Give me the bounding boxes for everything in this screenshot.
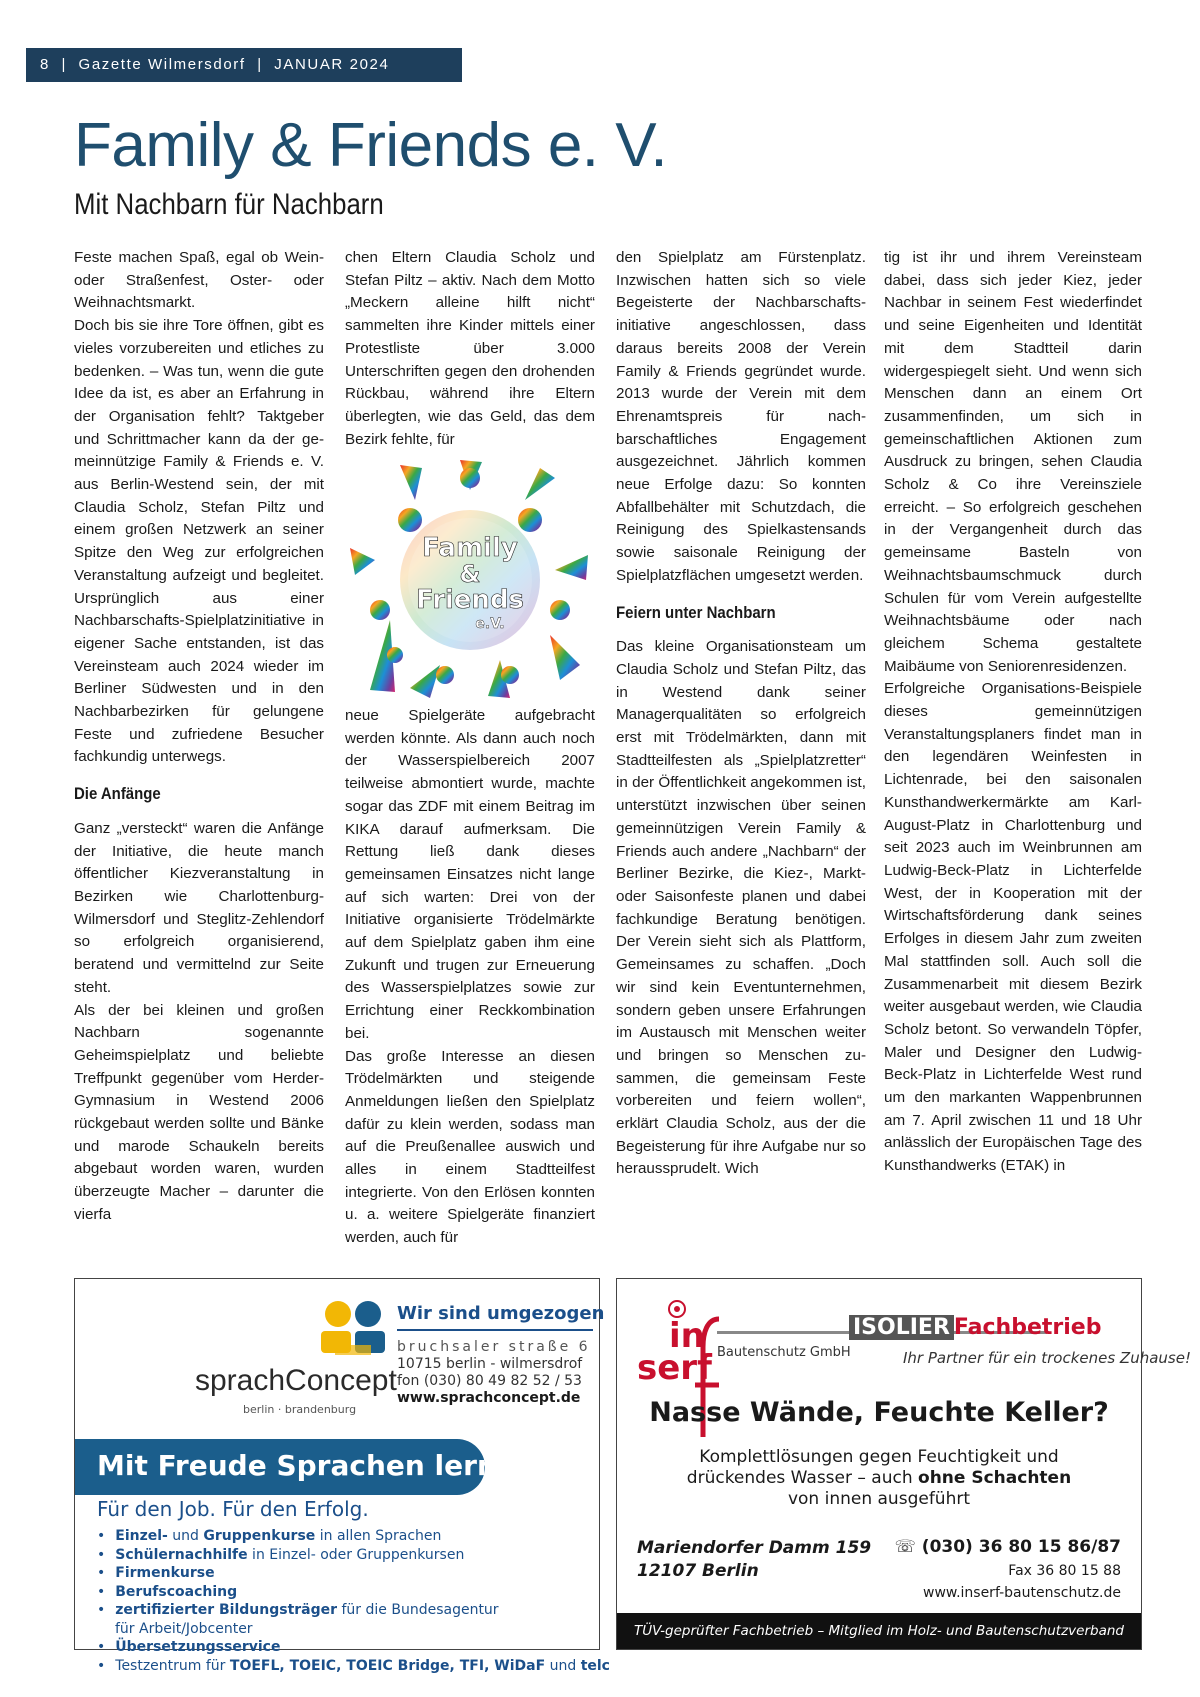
article-subtitle: Mit Nachbarn für Nachbarn [74,188,384,221]
paragraph: den Spielplatz am Fürstenplatz. Inzwischen hatten sich so viele Begeisterte der Nachbarschaftsinitiative angeschlossen, dass daraus bereits 2008 der Verein Family & Friends gegründet wurde. 2013 wurde der Verein mit dem Ehrenamtspreis für nachbarschaftliches Engagement ausgezeichnet. Jährlich kommen neue Erfolge dazu: So konnten Abfallbehälter mit Schutzdach, die Reinigung des Spielkastensands sowie saisonale Reinigung der Spielplatzflächen umgesetzt werden. [616,249,866,584]
inserf-fax: Fax 36 80 15 88 [1008,1563,1121,1579]
paragraph: Ganz „versteckt“ waren die Anfänge der Initiative, die heute manch öffentlicher Kiezveranstaltung in Bezirken wie Charlottenburg-Wilmersdorf und Steglitz-Zehlendorf so erfolgreich organisierend, beratend und vermittelnd zur Seite steht. [74,819,324,996]
inserf-advert[interactable] [616,1278,1191,1650]
list-item: • Übersetzungsservice [97,1638,610,1657]
logo-text: & [459,560,481,588]
website-link[interactable]: www.inserf-bautenschutz.de [923,1585,1121,1601]
logo-text: serf [637,1348,712,1388]
list-item: • Berufscoaching [97,1583,610,1602]
article-column-3 [616,247,866,1181]
inserf-footer: TÜV-geprüfter Fachbetrieb – Mitglied im Holz- und Bautenschutzverband [617,1613,1141,1649]
isolier-fachbetrieb: ISOLIER Fachbetrieb [849,1315,1101,1340]
header-separator: | [257,56,263,73]
article-column-4 [884,247,1142,1178]
sprachconcept-banner: Mit Freude Sprachen lernen. [75,1439,485,1495]
inserf-headline: Nasse Wände, Feuchte Keller? [649,1397,1109,1428]
city: 10715 berlin - wilmersdrof [397,1356,583,1372]
article-column-2 [345,247,595,451]
paragraph: Erfolgreiche Organisations-Beispiele dieses gemeinnützigen Veranstaltungsplaners findet man in den legendären Weinfesten in Lichtenrade, bei den saisonalen Kunsthandwerkermärkte am Karl-August-Platz in Charlottenburg und seit 2023 auch im Weinbrunnen am Ludwig-Beck-Platz in Lichterfelde West, der in Kooperation mit der Wirtschaftsförderung dank seines Erfolges in diesem Jahr zum zweiten Mal stattfinden soll. Auch soll die Zusammenarbeit mit diesem Bezirk weiter ausgebaut werden, wie Claudia Scholz betont. So verwandeln Töpfer, Maler und Designer den Ludwig-Beck-Platz in Lichterfelde West rund um den markanten Wappenbrunnen am 7. April zwischen 11 und 18 Uhr anlässlich der Europäischen Tage des Kunsthandwerks (ETAK) in [884,680,1142,1175]
inserf-phone[interactable]: ☏ (030) 36 80 15 86/87 [894,1537,1121,1557]
paragraph: Das kleine Organisationsteam um Claudia Scholz und Stefan Piltz, das in Westend dank seiner Managerqualitäten so erfolgreich erst mit Trödelmärkten, dann mit Stadtteilfesten als „Spielplatzretter“ in der Öffentlichkeit angekommen ist, unterstützt inzwischen über seinen gemeinnützigen Verein Family & Friends auch andere „Nachbarn“ der Berliner Bezirke, die Kiez-, Markt- oder Saisonfeste planen und dabei fachkundige Beratung benötigen. Der Verein sieht sich als Plattform, Gemeinsames zu schaffen. „Doch wir sind kein Eventunternehmen, sondern geben unsere Erfahrungen im Austausch mit Menschen weiter und bringen so Menschen zusammen, die gemeinsam Feste vorbereiten und feiern wollen“, erklärt Claudia Scholz, aus der die Begeisterung für ihre Aufgabe nur so heraussprudelt. Wich [616,638,866,1178]
sprachconcept-name: sprachConcept [195,1364,397,1397]
list-item: • zertifizierter Bildungsträger für die Bundesagentur [97,1601,610,1620]
section-heading: Die Anfänge [74,784,161,804]
issue-date: JANUAR 2024 [274,56,390,73]
slogan: Ihr Partner für ein trockenes Zuhause! [903,1349,1191,1367]
street: bruchsaler straße 6 [397,1339,591,1355]
website-link[interactable]: www.sprachconcept.de [397,1390,581,1406]
page-header [26,48,462,82]
logo-text: in [669,1316,705,1356]
list-item: • Schülernachhilfe in Einzel- oder Gruppenkursen [97,1546,610,1565]
phone: fon (030) 80 49 82 52 / 53 [397,1373,582,1389]
phone-icon: ☏ [894,1537,922,1557]
course-list [97,1527,610,1675]
list-item: für Arbeit/Jobcenter [115,1620,253,1637]
logo-text: Family [422,533,518,563]
paragraph: tig ist ihr und ihrem Vereinsteam dabei, dass sich jeder Kiez, jeder Nachbar in seinem Fest wiederfindet und seine Eigenheiten und Identität mit dem Stadtteil darin widergespiegelt sieht. Und wenn sich Menschen dann an einem Ort zusammenfinden, um sich in gemeinschaftlichen Aktionen zum Ausdruck zu bringen, sehen Claudia Scholz & Co ihre Vereinsziele erreicht. – So erfolgreich geschehen in der Vergangenheit durch das gemeinsame Basteln von Weihnachtsbaumschmuck durch Schulen für vom Verein aufgestellte Weihnachtsbäume oder nach gleichem Schema gestaltete Maibäume von Seniorenresidenzen. [884,249,1142,675]
logo-text: e.V. [475,616,505,632]
article-column-2-continued [345,705,595,1250]
sprachconcept-advert[interactable] [74,1278,610,1674]
article-column-1 [74,247,324,1227]
article-title: Family & Friends e. V. [74,111,668,180]
sprachconcept-region: berlin · brandenburg [243,1403,357,1416]
sprachconcept-address [397,1339,591,1407]
paragraph: neue Spielgeräte aufgebracht werden könnte. Als dann auch noch der Wasserspielbereich 2007 teilweise abmontiert wurde, machte sogar das ZDF mit einem Beitrag im KIKA darauf aufmerksam. Die Rettung ließ dank dieses gemeinsamen Einsatzes nicht lange auf sich warten: Drei von der Initiative organisierte Trödelmärkte auf dem Spielplatz gaben ihm eine Zukunft und trugen zur Erneuerung des Wasserspielplatzes sowie zur Errichtung einer Reckkombination bei. [345,707,595,1042]
company-name: Bautenschutz GmbH [717,1345,851,1360]
list-item: • Einzel- und Gruppenkurse in allen Sprachen [97,1527,610,1546]
header-separator: | [61,56,67,73]
paragraph: Als der bei kleinen und großen Nachbarn sogenannte Geheimspielplatz und beliebte Treffpunkt gegenüber vom Herder-Gymnasium in Westend 2006 rückgebaut werden sollte und Bänke und marode Schaukeln bereits abgebaut worden waren, wurden überzeugte Macher – darunter die vierfa [74,1001,324,1223]
divider [397,1329,593,1331]
inserf-address: Mariendorfer Damm 159 12107 Berlin [637,1538,872,1581]
family-friends-logo [350,460,590,700]
publication-name: Gazette Wilmersdorf [78,56,246,73]
inserf-description: Komplettlösungen gegen Feuchtigkeit und drückendes Wasser – auch ohne Schachten von innen ausgeführt [686,1447,1072,1509]
paragraph: Doch bis sie ihre Tore öffnen, gibt es vieles vorzubereiten und etliches zu bedenken. – Was tun, wenn die gute Idee da ist, es aber an Erfahrung in der Organisation fehlt? Taktgeber und Schrittmacher kann da der gemeinnützige Family & Friends e. V. aus Berlin-Westend sein, der mit Claudia Scholz, Stefan Piltz und einem großen Netzwerk an seiner Spitze den Weg zur erfolgreichen Veranstaltung aufzeigt und begleitet. Ursprünglich aus einer Nachbarschafts-Spielplatzinitiative in eigener Sache entstanden, ist das Vereinsteam auch 2024 wieder im Berliner Südwesten und in den Nachbarbezirken für gelungene Feste und zufriedene Besucher fachkundig unterwegs. [74,317,324,766]
paragraph: Feste machen Spaß, egal ob Weinoder Straßenfest, Oster- oder Weihnachtsmarkt. [74,249,324,312]
logo-text: Friends [415,585,525,615]
paragraph: chen Eltern Claudia Scholz und Stefan Piltz – aktiv. Nach dem Motto „Meckern alleine hilft nicht“ sammelten ihre Kinder mittels einer Protestliste über 3.000 Unterschriften gegen den drohenden Rückbau, während ihre Eltern überlegten, wie das Geld, das dem Bezirk fehlte, für [345,249,595,448]
list-item: • Firmenkurse [97,1564,610,1583]
paragraph: Das große Interesse an diesen Trödelmärkten und steigende Anmeldungen ließen den Spielplatz dafür zu klein werden, sodass man auf die Preußenallee auswich und alles in einem Stadtteilfest integrierte. Von den Erlösen konnten u. a. weitere Spielgeräte finanziert werden, auch für [345,1047,595,1247]
family-friends-logo-graphic [350,460,590,700]
page-number: 8 [40,56,50,73]
sprachconcept-tagline: Für den Job. Für den Erfolg. [97,1497,369,1521]
list-item: • Testzentrum für TOEFL, TOEIC, TOEIC Bridge, TFI, WiDaF und telc [97,1657,610,1676]
moved-notice: Wir sind umgezogen [397,1303,605,1324]
section-heading: Feiern unter Nachbarn [616,602,776,622]
